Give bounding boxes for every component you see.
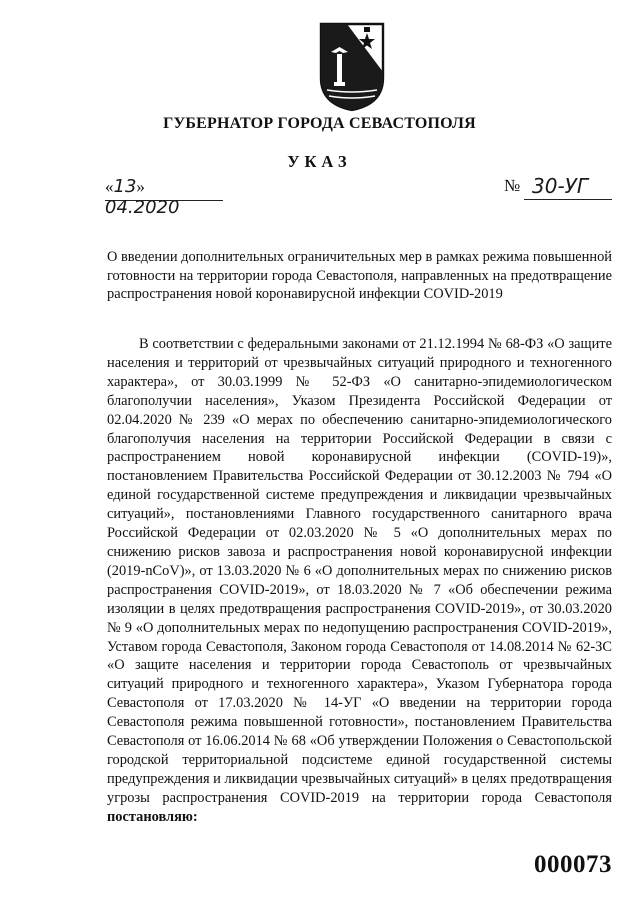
serial-number: 000073 [534, 851, 612, 878]
date-close-quote: » [136, 177, 145, 196]
decree-closing: постановляю: [107, 808, 198, 825]
decree-body-text: В соответствии с федеральными законами от 21.12.1994 № 68-ФЗ «О защите населения и территорий от чрезвычайных ситуаций природного и техногенного характера», от 30.03.1999 № 52-ФЗ «О санитарно-эпидемиологическом благополучии населения», Указом Президента Российской Федерации от 02.04.2020 № 239 «О мерах по обеспечению санитарно-эпидемиологического благополучия населения на территории Российской Федерации в связи с распространением новой коронавирусной инфекции (COVID-19)», постановлением Правительства Российской Федерации от 30.12.2003 № 794 «О единой государственной системе предупреждения и ликвидации чрезвычайных ситуаций», постановлениями Главного государственного санитарного врача Российской Федерации от 02.03.2020 № 5 «О дополнительных мерах по снижению рисков завоза и распространения новой коронавирусной инфекции (2019-nCoV)», от 13.03.2020 № 6 «О дополнительных мерах по снижению рисков распространения COVID-2019», от 18.03.2020 № 7 «Об обеспечении режима изоляции в целях предотвращения распространения COVID-2019», от 30.03.2020 № 9 «О дополнительных мерах по недопущению распространения COVID-2019», Уставом города Севастополя, Законом города Севастополя от 14.08.2014 № 62-ЗС «О защите населения и территории города Севастополь от чрезвычайных ситуаций природного и техногенного характера», Указом Губернатора города Севастополя от 17.03.2020 № 14-УГ «О введении на территории города Севастополя режима повышенной готовности», постановлением Правительства Севастополя от 16.06.2014 № 68 «Об утверждении Положения о Севастопольской городской территориальной подсистеме единой государственной системы предупреждения и ликвидации чрезвычайных ситуаций» в целях предотвращения угрозы распространения COVID-2019 на территории города Севастополя [107, 336, 613, 806]
date-day: 13 [113, 176, 137, 197]
number-value: 30-УГ [524, 176, 612, 200]
decree-title: О введении дополнительных ограничительных мер в рамках режима повышенной готовности на территории города Севастополя, направленных на предотвращение распространения новой коронавирусной инфекции COVID-2019 [107, 249, 612, 303]
number-sign: № [504, 176, 521, 195]
document-type: УКАЗ [287, 152, 352, 171]
coat-of-arms-icon [317, 20, 387, 112]
date-open-quote: « [105, 177, 114, 196]
issuer-title: ГУБЕРНАТОР ГОРОДА СЕВАСТОПОЛЯ [163, 115, 476, 132]
date-month-year: 04.2020 [105, 197, 180, 218]
document-date [105, 176, 223, 218]
document-number [504, 176, 612, 200]
decree-body [107, 335, 612, 827]
